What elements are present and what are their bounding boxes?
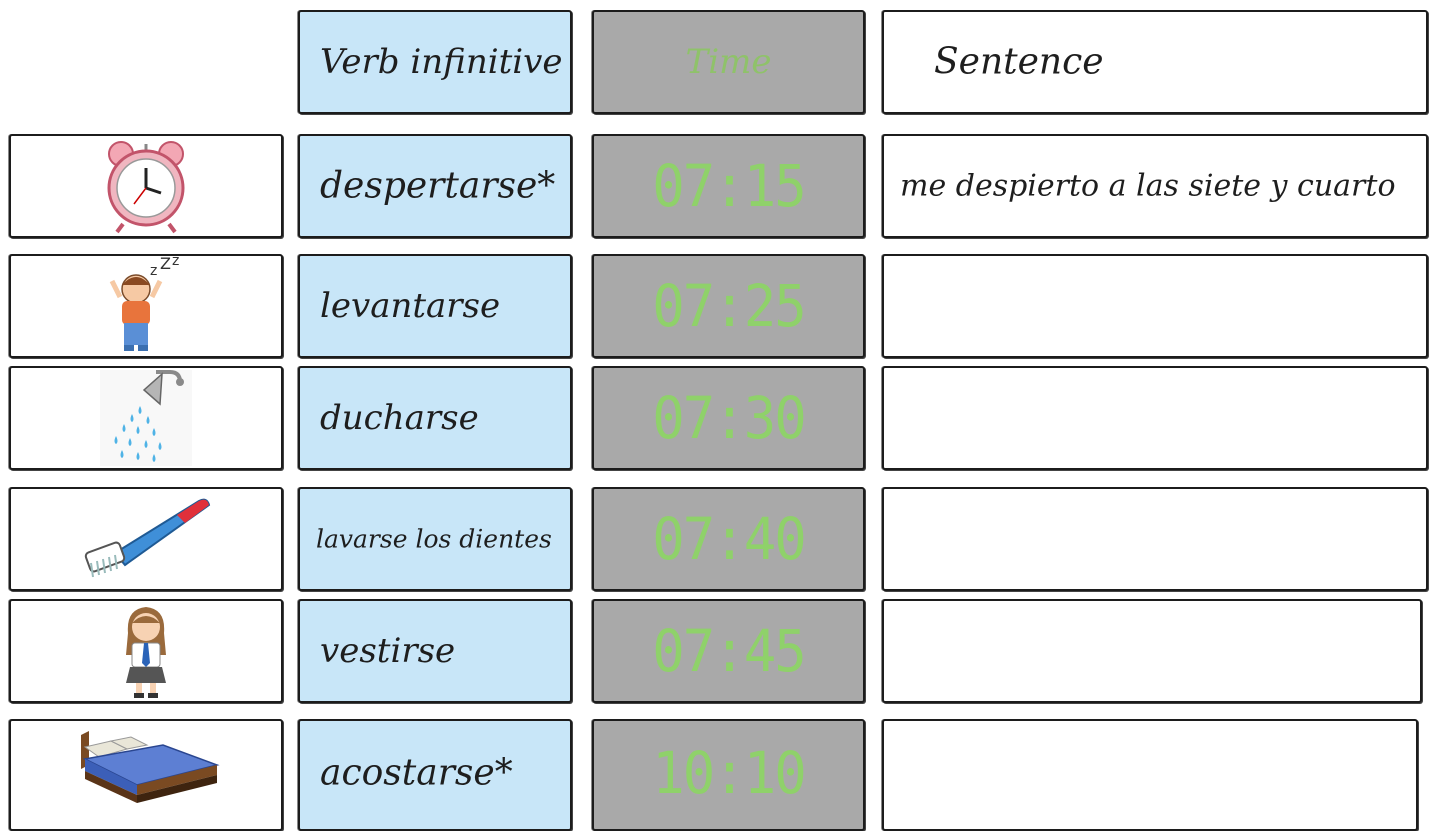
sentence-cell[interactable] [882,366,1428,470]
alarm-clock-icon [101,138,191,234]
picture-cell [9,134,283,238]
header-verb-cell [298,10,572,114]
verb-cell [298,366,572,470]
time-cell [592,487,865,591]
time-cell [592,599,865,703]
toothbrush-icon [81,493,211,585]
svg-text:Z: Z [160,257,171,273]
sentence-cell[interactable] [882,599,1422,703]
verb-cell [298,134,572,238]
digital-time: 07:45 [652,616,805,686]
verb-cell [298,719,572,831]
header-time-cell [592,10,865,114]
waking-boy-icon [104,257,188,355]
picture-cell [9,366,283,470]
picture-cell [9,487,283,591]
sentence-cell[interactable] [882,254,1428,358]
digital-time: 10:10 [652,738,805,808]
digital-time: 07:25 [652,271,805,341]
sentence-cell[interactable] [882,134,1428,238]
header-verb-label: Verb infinitive [320,42,563,82]
sentence-text: me despierto a las siete y cuarto [900,168,1396,204]
sentence-cell[interactable] [882,719,1418,831]
svg-text:z: z [150,263,158,279]
header-time-label: Time [685,42,772,82]
digital-time: 07:30 [652,383,805,453]
header-sentence-label: Sentence [934,41,1104,83]
verb-cell [298,487,572,591]
verb-cell [298,254,572,358]
digital-time: 07:40 [652,504,805,574]
verb-label: ducharse [320,398,479,438]
shower-icon [100,370,192,466]
svg-text:z: z [172,257,180,269]
picture-cell [9,719,283,831]
verb-cell [298,599,572,703]
verb-label: levantarse [320,286,501,326]
digital-time: 07:15 [652,151,805,221]
time-cell [592,254,865,358]
time-cell [592,366,865,470]
picture-cell [9,254,283,358]
verb-label: vestirse [320,631,456,671]
header-sentence-cell [882,10,1428,114]
verb-label: despertarse* [320,165,556,207]
verb-label: acostarse* [320,752,513,794]
bed-icon [71,725,221,809]
time-cell [592,134,865,238]
time-cell [592,719,865,831]
verb-label: lavarse los dientes [316,524,552,554]
dressed-girl-icon [118,603,174,699]
sentence-cell[interactable] [882,487,1428,591]
picture-cell [9,599,283,703]
